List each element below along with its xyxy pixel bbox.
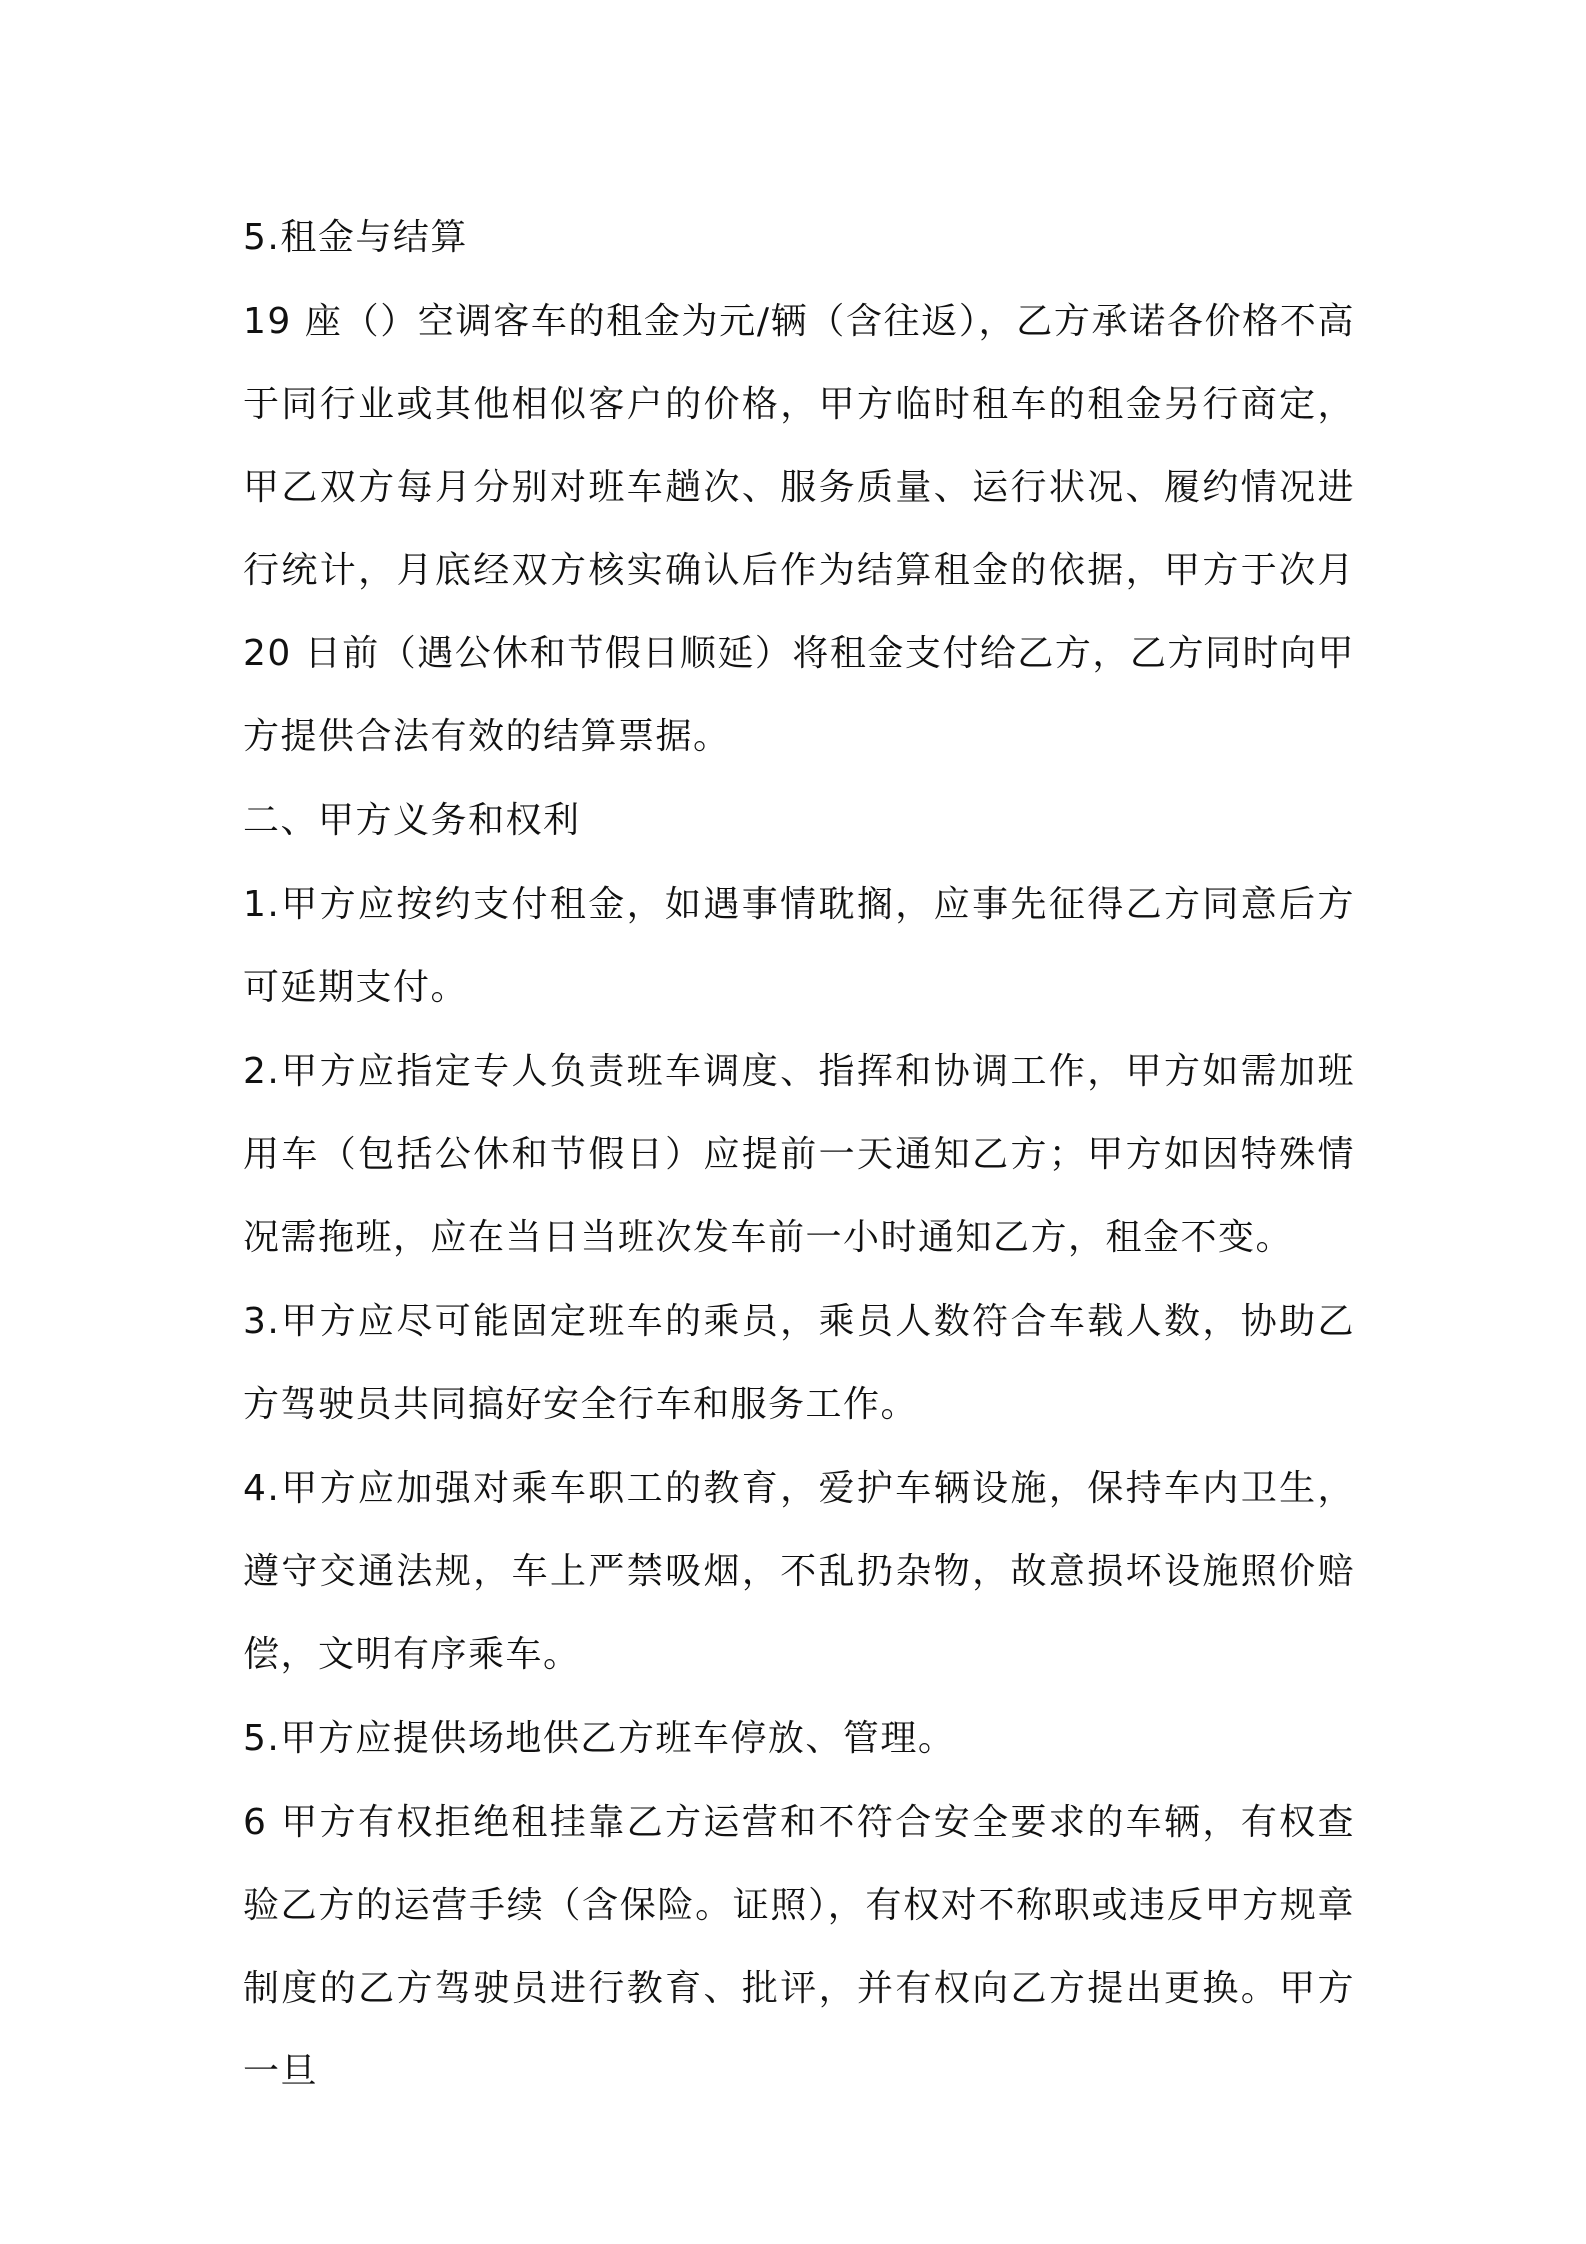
clause-2: 2.甲方应指定专人负责班车调度、指挥和协调工作，甲方如需加班用车（包括公休和节假日）应提前一天通知乙方；甲方如因特殊情况需拖班，应在当日当班次发车前一小时通知乙方，租金不变。 [243,1051,1355,1258]
clause-6: 6 甲方有权拒绝租挂靠乙方运营和不符合安全要求的车辆，有权查验乙方的运营手续（含保险。证照），有权对不称职或违反甲方规章制度的乙方驾驶员进行教育、批评，并有权向乙方提出更换。甲方一旦 [243,1802,1355,2092]
clause-1: 1.甲方应按约支付租金，如遇事情耽搁，应事先征得乙方同意后方可延期支付。 [243,884,1355,1008]
section-heading-party-a-obligations: 二、甲方义务和权利 [243,800,581,841]
clause-3: 3.甲方应尽可能固定班车的乘员，乘员人数符合车载人数，协助乙方驾驶员共同搞好安全行车和服务工作。 [243,1301,1355,1425]
section-heading-rent-settlement: 5.租金与结算 [243,217,468,258]
clause-5: 5.甲方应提供场地供乙方班车停放、管理。 [243,1718,956,1759]
clause-4: 4.甲方应加强对乘车职工的教育，爱护车辆设施，保持车内卫生，遵守交通法规，车上严禁吸烟，不乱扔杂物，故意损坏设施照价赔偿，文明有序乘车。 [243,1468,1355,1675]
document-body [243,196,1355,2114]
paragraph-rent-terms: 19 座（）空调客车的租金为元/辆（含往返），乙方承诺各价格不高于同行业或其他相似客户的价格，甲方临时租车的租金另行商定，甲乙双方每月分别对班车趟次、服务质量、运行状况、履约情况进行统计，月底经双方核实确认后作为结算租金的依据，甲方于次月 20 日前（遇公休和节假日顺延）将租金支付给乙方，乙方同时向甲方提供合法有效的结算票据。 [243,301,1355,757]
